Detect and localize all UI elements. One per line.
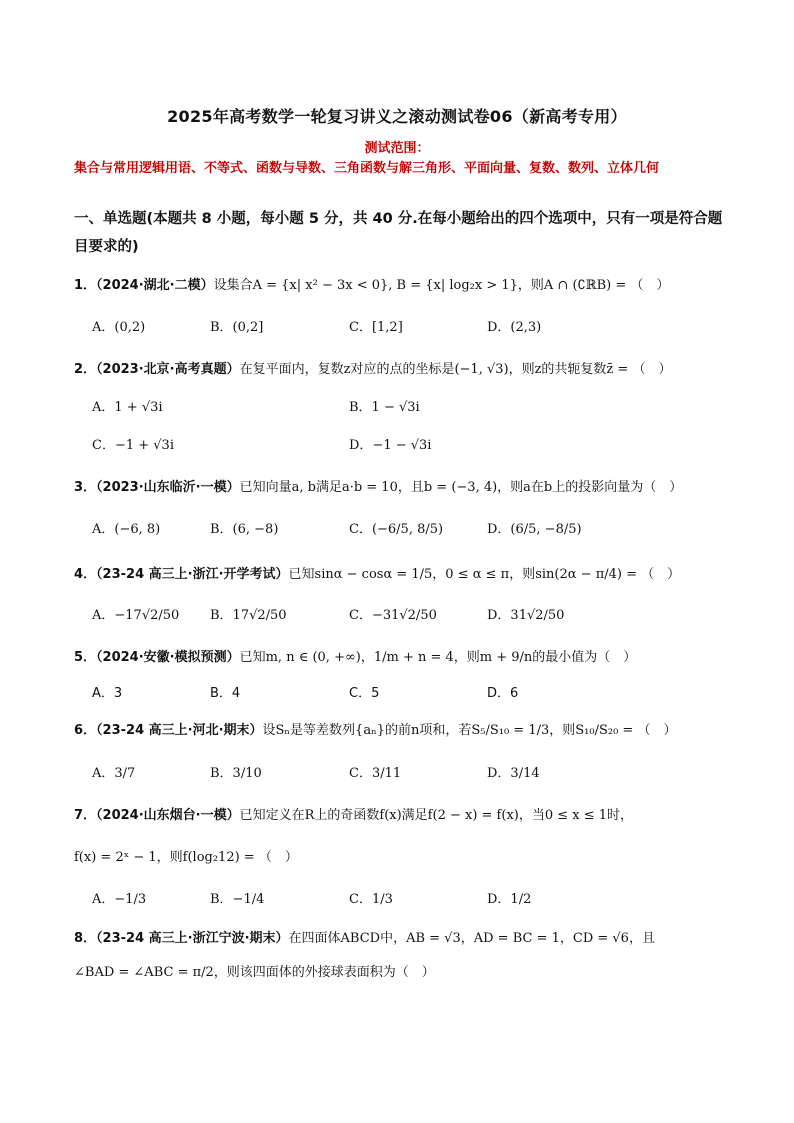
option-b[interactable]: B．3/10: [210, 766, 262, 781]
option-b[interactable]: B．17√2/50: [210, 608, 287, 623]
option-b[interactable]: B．4: [210, 686, 241, 701]
question-source: （2024·山东烟台·一模）: [96, 808, 240, 823]
option-a[interactable]: A．3/7: [92, 766, 136, 781]
option-d[interactable]: D．1/2: [487, 892, 532, 907]
option-a[interactable]: A．(0,2): [92, 320, 146, 335]
question-source: （23-24 高三上·浙江宁波·期末）: [96, 931, 289, 946]
question-source: （23-24 高三上·河北·期末）: [96, 723, 263, 738]
question-stem: 已知sinα − cosα = 1/5，0 ≤ α ≤ π，则sin(2α − π/4) = （ ）: [288, 567, 681, 582]
option-a[interactable]: A．3: [92, 686, 123, 701]
option-a[interactable]: A．1 + √3i: [92, 400, 163, 415]
question-source: （2024·湖北·二模）: [96, 278, 214, 293]
question-1: [74, 276, 734, 296]
option-b[interactable]: B．(0,2]: [210, 320, 264, 335]
option-c[interactable]: C．1/3: [349, 892, 393, 907]
question-stem: 在复平面内，复数z对应的点的坐标是(−1, √3)，则z的共轭复数z̄ = （ ）: [239, 362, 672, 377]
question-source: （2024·安徽·模拟预测）: [96, 650, 240, 665]
question-2: [74, 360, 734, 380]
question-4: [74, 565, 734, 585]
question-stem: 已知定义在R上的奇函数f(x)满足f(2 − x) = f(x)，当0 ≤ x ≤ 1时，: [239, 808, 634, 823]
option-c[interactable]: C．−31√2/50: [349, 608, 437, 623]
option-d[interactable]: D．(2,3): [487, 320, 542, 335]
option-b[interactable]: B．−1/4: [210, 892, 265, 907]
question-source: （23-24 高三上·浙江·开学考试）: [96, 567, 289, 582]
question-source: （2023·山东临沂·一模）: [96, 480, 240, 495]
option-c[interactable]: C．5: [349, 686, 380, 701]
question-number: 7．: [74, 808, 97, 823]
question-8: [74, 929, 734, 949]
question-number: 6．: [74, 723, 97, 738]
option-c[interactable]: C．−1 + √3i: [92, 438, 174, 453]
option-b[interactable]: B．(6, −8): [210, 522, 279, 537]
question-stem: 已知向量a, b满足a·b = 10，且b = (−3, 4)，则a在b上的投影向量为（ ）: [239, 480, 683, 495]
question-stem: 已知m, n ∈ (0, +∞)，1/m + n = 4，则m + 9/n的最小值为（ ）: [239, 650, 637, 665]
question-stem: 设Sₙ是等差数列{aₙ}的前n项和，若S₅/S₁₀ = 1/3，则S₁₀/S₂₀ = （ ）: [262, 723, 677, 738]
option-a[interactable]: A．(−6, 8): [92, 522, 161, 537]
question-7-cont: f(x) = 2ˣ − 1，则f(log₂12) = （ ）: [74, 850, 298, 865]
question-5: [74, 648, 734, 668]
question-8-cont: ∠BAD = ∠ABC = π/2，则该四面体的外接球表面积为（ ）: [74, 965, 435, 980]
question-6: [74, 721, 734, 741]
option-d[interactable]: D．31√2/50: [487, 608, 565, 623]
option-d[interactable]: D．6: [487, 686, 519, 701]
question-stem: 设集合A = {x| x² − 3x < 0}, B = {x| log₂x > 1}，则A ∩ (∁ℝB) = （ ）: [213, 278, 670, 293]
option-b[interactable]: B．1 − √3i: [349, 400, 420, 415]
option-a[interactable]: A．−17√2/50: [92, 608, 180, 623]
question-number: 2．: [74, 362, 97, 377]
option-d[interactable]: D．−1 − √3i: [349, 438, 432, 453]
question-number: 5．: [74, 650, 97, 665]
question-3: [74, 478, 734, 498]
question-number: 4．: [74, 567, 97, 582]
question-source: （2023·北京·高考真题）: [96, 362, 240, 377]
scope-text: 集合与常用逻辑用语、不等式、函数与导数、三角函数与解三角形、平面向量、复数、数列、立体几何: [74, 161, 660, 176]
question-stem: 在四面体ABCD中，AB = √3，AD = BC = 1，CD = √6，且: [288, 931, 655, 946]
option-c[interactable]: C．(−6/5, 8/5): [349, 522, 444, 537]
question-number: 8．: [74, 931, 97, 946]
section-heading: 一、单选题(本题共 8 小题，每小题 5 分，共 40 分.在每小题给出的四个选项中，只有一项是符合题目要求的): [74, 211, 723, 255]
scope-label: 测试范围：: [364, 141, 430, 156]
page-title: 2025年高考数学一轮复习讲义之滚动测试卷06（新高考专用）: [167, 107, 627, 126]
option-d[interactable]: D．(6/5, −8/5): [487, 522, 582, 537]
question-number: 1．: [74, 278, 97, 293]
question-number: 3．: [74, 480, 97, 495]
option-c[interactable]: C．[1,2]: [349, 320, 403, 335]
option-a[interactable]: A．−1/3: [92, 892, 147, 907]
question-7: [74, 806, 734, 826]
option-d[interactable]: D．3/14: [487, 766, 540, 781]
option-c[interactable]: C．3/11: [349, 766, 402, 781]
